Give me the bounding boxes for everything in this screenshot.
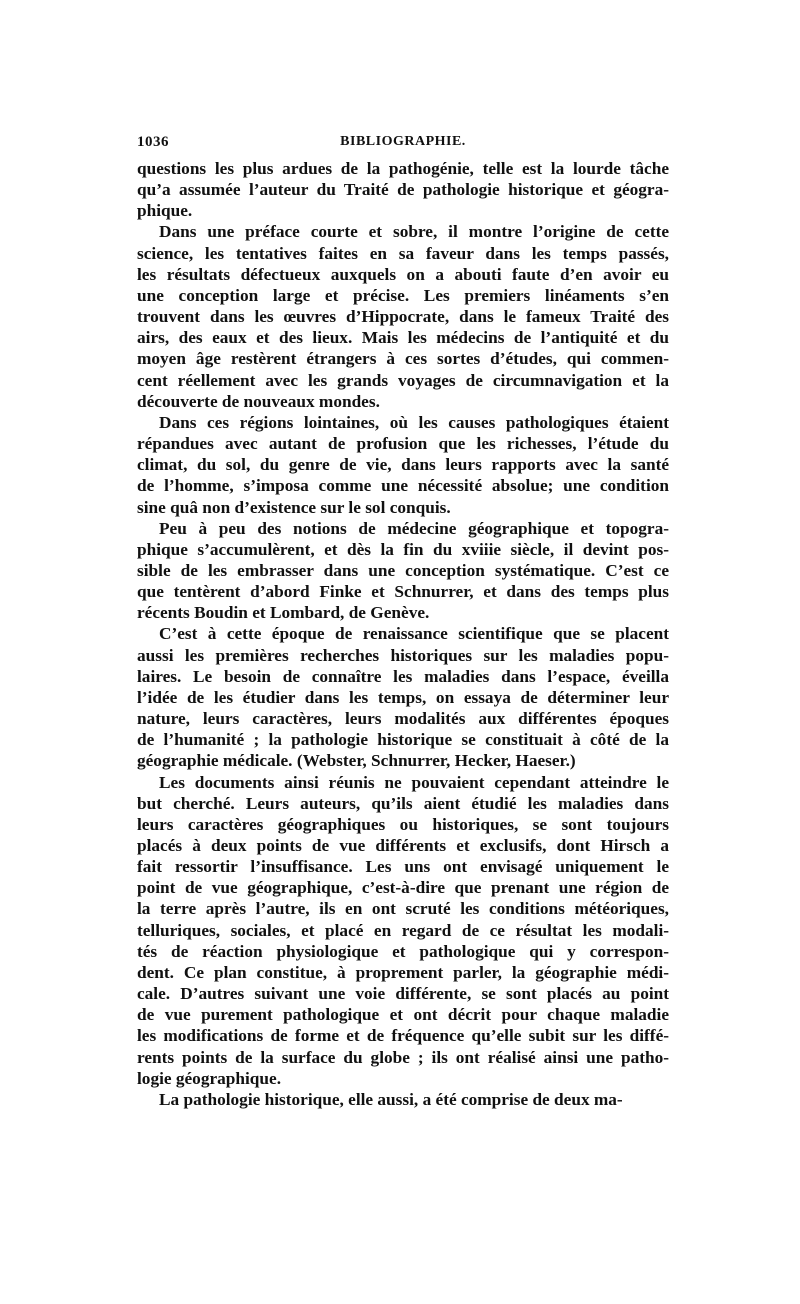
text-line: les résultats défectueux auxquels on a abouti faute d’en avoir eu xyxy=(137,264,669,284)
text-line: Dans ces régions lointaines, où les causes pathologiques étaient xyxy=(159,412,669,432)
text-line: climat, du sol, du genre de vie, dans leurs rapports avec la santé xyxy=(137,455,669,475)
text-line: tés de réaction physiologique et pathologique qui y correspon- xyxy=(137,941,669,961)
text-line: C’est à cette époque de renaissance scientifique que se placent xyxy=(159,624,669,644)
text-line: point de vue géographique, c’est-à-dire que prenant une région de xyxy=(137,878,669,898)
page-number: 1036 xyxy=(137,134,169,150)
text-line: placés à deux points de vue différents et exclusifs, dont Hirsch a xyxy=(137,836,669,855)
text-line: Peu à peu des notions de médecine géographique et topogra- xyxy=(159,518,669,538)
text-line: rents points de la surface du globe ; ils ont réalisé ainsi une patho- xyxy=(137,1047,669,1067)
text-line: logie géographique. xyxy=(137,1068,282,1088)
book-page xyxy=(137,134,669,1110)
text-line: l’idée de les étudier dans les temps, on essaya de déterminer leur xyxy=(137,687,669,707)
paragraph-p4 xyxy=(137,518,669,624)
text-line: découverte de nouveaux mondes. xyxy=(137,391,380,411)
text-line: airs, des eaux et des lieux. Mais les médecins de l’antiquité et du xyxy=(137,328,669,348)
text-line: répandues avec autant de profusion que les richesses, l’étude du xyxy=(137,434,669,454)
text-line: récents Boudin et Lombard, de Genève. xyxy=(137,603,430,623)
text-line: sine quâ non d’existence sur le sol conquis. xyxy=(137,497,451,517)
paragraph-p3 xyxy=(137,412,669,518)
text-line: telluriques, sociales, et placé en regard de ce résultat les modali- xyxy=(137,920,669,940)
running-title: BIBLIOGRAPHIE. xyxy=(340,134,466,149)
text-line: laires. Le besoin de connaître les maladies dans l’espace, éveilla xyxy=(137,666,669,686)
running-head xyxy=(137,134,669,158)
text-line: que tentèrent d’abord Finke et Schnurrer, et dans des temps plus xyxy=(137,582,669,602)
text-line: questions les plus ardues de la pathogénie, telle est la lourde tâche xyxy=(137,159,669,178)
text-line: cent réellement avec les grands voyages de circumnavigation et la xyxy=(137,370,669,390)
text-line: trouvent dans les œuvres d’Hippocrate, dans le fameux Traité des xyxy=(137,307,669,327)
text-line: nature, leurs caractères, leurs modalités aux différentes époques xyxy=(137,709,669,729)
body-text xyxy=(137,158,669,1110)
text-line: sible de les embrasser dans une conception systématique. C’est ce xyxy=(137,560,669,580)
text-line: de l’humanité ; la pathologie historique se constituait à côté de la xyxy=(137,730,669,750)
text-line: aussi les premières recherches historiques sur les maladies popu- xyxy=(137,645,669,665)
text-line: La pathologie historique, elle aussi, a été comprise de deux ma- xyxy=(159,1089,623,1109)
paragraph-p1 xyxy=(137,158,669,221)
text-line: la terre après l’autre, ils en ont scruté les conditions météoriques, xyxy=(137,899,669,919)
text-line: de l’homme, s’imposa comme une nécessité absolue; une condition xyxy=(137,476,669,496)
text-line: science, les tentatives faites en sa faveur dans les temps passés, xyxy=(137,243,669,263)
paragraph-p6 xyxy=(137,772,669,1089)
text-line: géographie médicale. (Webster, Schnurrer, Hecker, Haeser.) xyxy=(137,751,576,771)
paragraph-p5 xyxy=(137,623,669,771)
text-line: Les documents ainsi réunis ne pouvaient cependant atteindre le xyxy=(159,772,669,792)
text-line: fait ressortir l’insuffisance. Les uns ont envisagé uniquement le xyxy=(137,857,669,877)
paragraph-p7 xyxy=(137,1089,669,1110)
text-line: cale. D’autres suivant une voie différente, se sont placés au point xyxy=(137,984,669,1004)
text-line: leurs caractères géographiques ou historiques, se sont toujours xyxy=(137,814,669,834)
text-line: moyen âge restèrent étrangers à ces sortes d’études, qui commen- xyxy=(137,349,669,369)
text-line: qu’a assumée l’auteur du Traité de pathologie historique et géogra- xyxy=(137,180,669,200)
text-line: de vue purement pathologique et ont décrit pour chaque maladie xyxy=(137,1005,669,1025)
text-line: une conception large et précise. Les premiers linéaments s’en xyxy=(137,285,669,305)
text-line: phique s’accumulèrent, et dès la fin du xviiie siècle, il devint pos- xyxy=(137,539,669,559)
text-line: dent. Ce plan constitue, à proprement parler, la géographie médi- xyxy=(137,962,669,982)
text-line: Dans une préface courte et sobre, il montre l’origine de cette xyxy=(159,222,669,242)
text-line: but cherché. Leurs auteurs, qu’ils aient étudié les maladies dans xyxy=(137,793,669,813)
paragraph-p2 xyxy=(137,221,669,411)
text-line: phique. xyxy=(137,201,193,221)
text-line: les modifications de forme et de fréquence qu’elle subit sur les diffé- xyxy=(137,1026,669,1046)
